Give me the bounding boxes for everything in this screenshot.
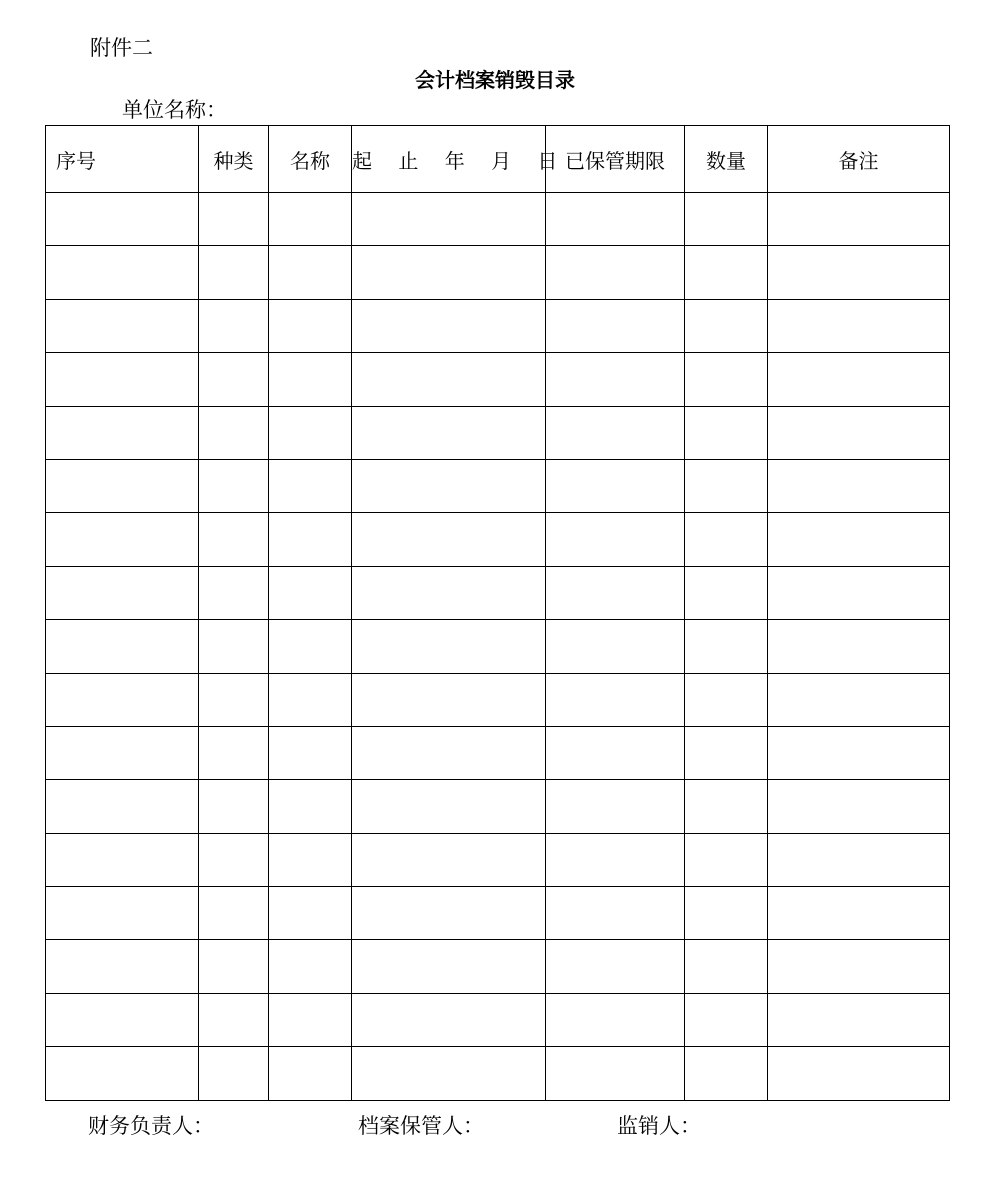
table-cell[interactable] [768,459,950,512]
table-cell[interactable] [199,833,269,886]
table-row [46,833,950,886]
finance-lead-label: 财务负责人： [88,1114,214,1138]
table-cell[interactable] [46,993,199,1046]
table-cell[interactable] [46,299,199,352]
table-cell[interactable] [685,673,768,726]
table-cell[interactable] [269,566,352,619]
table-cell[interactable] [199,993,269,1046]
table-cell[interactable] [269,940,352,993]
table-cell[interactable] [352,887,546,940]
table-row [46,193,950,246]
table-cell[interactable] [199,887,269,940]
table-cell[interactable] [352,406,546,459]
table-cell[interactable] [269,459,352,512]
table-cell[interactable] [269,246,352,299]
table-cell[interactable] [199,459,269,512]
table-cell[interactable] [46,673,199,726]
table-cell[interactable] [768,513,950,566]
table-row [46,406,950,459]
table-cell[interactable] [546,246,685,299]
table-cell[interactable] [685,299,768,352]
column-header-quantity: 数量 [685,126,768,193]
table-cell[interactable] [46,193,199,246]
table-cell[interactable] [546,513,685,566]
table-cell[interactable] [546,673,685,726]
table-cell[interactable] [352,459,546,512]
column-header-category: 种类 [199,126,269,193]
table-cell[interactable] [269,993,352,1046]
column-header-date-range: 起 止 年 月 日 [352,126,546,193]
column-header-name: 名称 [269,126,352,193]
table-cell[interactable] [269,406,352,459]
table-cell[interactable] [199,726,269,779]
table-cell[interactable] [768,673,950,726]
table-row [46,726,950,779]
table-row [46,353,950,406]
table-cell[interactable] [199,940,269,993]
table-cell[interactable] [46,620,199,673]
table-cell[interactable] [46,406,199,459]
table-cell[interactable] [685,620,768,673]
table-cell[interactable] [768,299,950,352]
table-row [46,887,950,940]
column-header-retention-period: 已保管期限 [546,126,685,193]
table-cell[interactable] [352,1047,546,1100]
table-cell[interactable] [352,726,546,779]
supervisor-label: 监销人： [617,1114,701,1138]
table-cell[interactable] [269,299,352,352]
table-cell[interactable] [768,566,950,619]
table-cell[interactable] [199,246,269,299]
table-cell[interactable] [46,887,199,940]
table-cell[interactable] [768,887,950,940]
table-cell[interactable] [685,940,768,993]
table-cell[interactable] [546,726,685,779]
table-cell[interactable] [685,459,768,512]
table-cell[interactable] [269,833,352,886]
table-row [46,673,950,726]
table-cell[interactable] [269,726,352,779]
column-header-remarks: 备注 [768,126,950,193]
table-cell[interactable] [46,780,199,833]
table-cell[interactable] [685,993,768,1046]
table-cell[interactable] [352,993,546,1046]
table-cell[interactable] [685,513,768,566]
table-cell[interactable] [546,887,685,940]
table-cell[interactable] [546,459,685,512]
table-row [46,780,950,833]
table-cell[interactable] [352,940,546,993]
column-header-serial: 序号 [46,126,199,193]
table-cell[interactable] [685,780,768,833]
table-cell[interactable] [768,1047,950,1100]
table-cell[interactable] [269,193,352,246]
table-cell[interactable] [685,833,768,886]
table-cell[interactable] [46,246,199,299]
table-cell[interactable] [46,1047,199,1100]
table-cell[interactable] [685,1047,768,1100]
table-cell[interactable] [46,353,199,406]
table-cell[interactable] [352,513,546,566]
table-cell[interactable] [768,726,950,779]
table-cell[interactable] [546,620,685,673]
table-cell[interactable] [199,673,269,726]
table-cell[interactable] [352,620,546,673]
table-cell[interactable] [352,566,546,619]
table-cell[interactable] [352,193,546,246]
table-cell[interactable] [546,353,685,406]
table-row [46,459,950,512]
table-header-row [46,126,950,193]
table-cell[interactable] [269,1047,352,1100]
table-cell[interactable] [199,1047,269,1100]
table-cell[interactable] [768,193,950,246]
table-cell[interactable] [685,246,768,299]
table-cell[interactable] [546,940,685,993]
table-cell[interactable] [199,513,269,566]
table-cell[interactable] [546,566,685,619]
table-row [46,1047,950,1100]
table-cell[interactable] [768,353,950,406]
table-cell[interactable] [199,193,269,246]
table-cell[interactable] [352,353,546,406]
table-cell[interactable] [269,620,352,673]
table-cell[interactable] [768,833,950,886]
table-cell[interactable] [685,193,768,246]
table-cell[interactable] [352,673,546,726]
table-cell[interactable] [546,780,685,833]
table-cell[interactable] [199,406,269,459]
table-cell[interactable] [269,513,352,566]
table-cell[interactable] [46,940,199,993]
table-cell[interactable] [768,993,950,1046]
table-cell[interactable] [546,1047,685,1100]
table-cell[interactable] [46,833,199,886]
table-cell[interactable] [269,887,352,940]
table-cell[interactable] [352,833,546,886]
table-cell[interactable] [546,299,685,352]
page-title: 会计档案销毁目录 [415,68,575,92]
table-cell[interactable] [685,406,768,459]
table-cell[interactable] [199,566,269,619]
table-row [46,940,950,993]
table-cell[interactable] [199,299,269,352]
table-cell[interactable] [46,513,199,566]
table-cell[interactable] [685,566,768,619]
table-row [46,566,950,619]
table-cell[interactable] [46,566,199,619]
table-cell[interactable] [768,406,950,459]
unit-name-label: 单位名称： [122,98,227,122]
table-cell[interactable] [546,833,685,886]
table-cell[interactable] [768,780,950,833]
table-cell[interactable] [546,193,685,246]
table-cell[interactable] [269,353,352,406]
table-cell[interactable] [352,246,546,299]
table-row [46,620,950,673]
table-cell[interactable] [199,620,269,673]
table-cell[interactable] [768,940,950,993]
archive-keeper-label: 档案保管人： [358,1114,484,1138]
destruction-catalog-table [45,125,950,1101]
table-cell[interactable] [46,726,199,779]
attachment-label: 附件二 [90,36,153,60]
table-cell[interactable] [768,246,950,299]
table-row [46,993,950,1046]
table-cell[interactable] [199,353,269,406]
table-cell[interactable] [269,780,352,833]
table-row [46,246,950,299]
table-cell[interactable] [546,406,685,459]
table-cell[interactable] [685,726,768,779]
table-cell[interactable] [546,993,685,1046]
table-cell[interactable] [685,887,768,940]
table-cell[interactable] [46,459,199,512]
table-cell[interactable] [352,780,546,833]
table-body [46,193,950,1101]
table-cell[interactable] [199,780,269,833]
table-row [46,299,950,352]
table-cell[interactable] [768,620,950,673]
table-cell[interactable] [685,353,768,406]
table-cell[interactable] [352,299,546,352]
table-cell[interactable] [269,673,352,726]
table-row [46,513,950,566]
